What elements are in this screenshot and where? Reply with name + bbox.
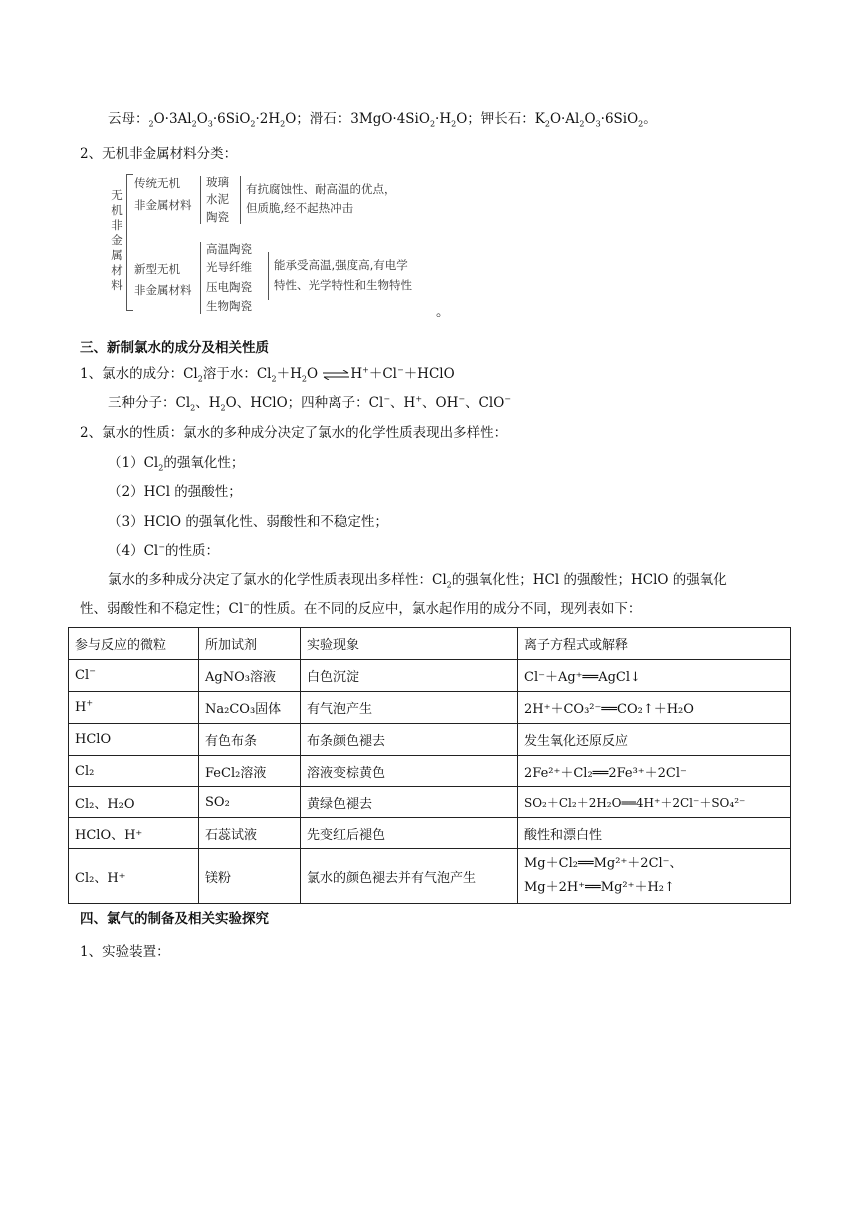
table-header-row [69, 628, 791, 660]
header-cell: 实验现象 [301, 628, 518, 660]
table-row: Cl− AgNO₃溶液 白色沉淀 Cl⁻＋Ag⁺══AgCl↓ [69, 660, 791, 692]
figure-end-mark: 。 [436, 304, 450, 320]
header-cell: 所加试剂 [199, 628, 301, 660]
traditional-desc: 有抗腐蚀性、耐高温的优点， [246, 182, 396, 196]
table-row: HClO 有色布条 布条颜色褪去 发生氧化还原反应 [69, 724, 791, 756]
traditional-item: 水泥 [206, 192, 229, 206]
classification-figure [108, 170, 444, 316]
new-item: 光导纤维 [206, 260, 252, 274]
new-item: 生物陶瓷 [206, 299, 252, 313]
traditional-item: 陶瓷 [206, 210, 229, 224]
new-brace [200, 242, 201, 314]
traditional-brace [200, 176, 201, 224]
s3-line2: 三种分子：$Cl_2$、$H_2O$、HClO；四种离子：Cl−、H+、OH−、ClO− [108, 394, 511, 413]
new-desc: 能承受高温,强度高,有电学 [274, 258, 408, 272]
new-desc: 特性、光学特性和生物特性 [274, 278, 412, 292]
root-brace-bottom [126, 310, 133, 311]
section3-title: 三、新制氯水的成分及相关性质 [80, 340, 269, 356]
root-brace-top [126, 174, 133, 175]
s4-line1: 1、实验装置： [80, 944, 170, 960]
section4-title: 四、氯气的制备及相关实验探究 [80, 911, 269, 927]
traditional-desc-brace [240, 176, 241, 224]
new-desc-brace [268, 252, 269, 300]
s3-paragraph-line2: 性、弱酸性和不稳定性；Cl−的性质。在不同的反应中，氯水起作用的成分不同，现列表如下： [80, 600, 642, 617]
s3-point3: （3）HClO 的强氧化性、弱酸性和不稳定性； [108, 514, 388, 530]
s3-line1: 1、氯水的成分：$Cl_2$溶于水：$Cl_2+H_2O$ H+＋Cl−＋HClO [80, 365, 455, 384]
s3-point4: （4）Cl−的性质： [108, 542, 219, 559]
header-cell: 离子方程式或解释 [518, 628, 791, 660]
s3-point1: $(1)Cl_2$的强氧化性； [108, 455, 245, 473]
new-item: 压电陶瓷 [206, 280, 252, 294]
traditional-label-2: 非金属材料 [134, 198, 192, 212]
root-brace [126, 174, 127, 310]
traditional-desc: 但质脆,经不起热冲击 [246, 201, 354, 215]
item2-heading: 2、无机非金属材料分类： [80, 146, 238, 162]
chlorine-water-table [68, 627, 791, 904]
table-row: Cl₂、H⁺ 镁粉 氯水的颜色褪去并有气泡产生 Mg＋Cl₂══Mg²⁺＋2Cl⁻、 Mg＋2H⁺══Mg²⁺＋H₂↑ [69, 849, 791, 904]
s3-line3: 2、氯水的性质：氯水的多种成分决定了氯水的化学性质表现出多样性： [80, 425, 508, 441]
table-row: H+ Na₂CO₃固体 有气泡产生 2H⁺＋CO₃²⁻══CO₂↑＋H₂O [69, 692, 791, 724]
new-label-1: 新型无机 [134, 262, 180, 276]
root-label: 无 机 非 金 属 材 料 [111, 188, 123, 292]
traditional-item: 玻璃 [206, 175, 229, 189]
table-row: Cl₂ FeCl₂溶液 溶液变棕黄色 2Fe²⁺＋Cl₂══2Fe³⁺＋2Cl⁻ [69, 756, 791, 787]
traditional-label-1: 传统无机 [134, 176, 180, 190]
new-label-2: 非金属材料 [134, 283, 192, 297]
header-cell: 参与反应的微粒 [69, 628, 199, 660]
minerals-line: 云母：$_2O\cdot 3Al_2O_3\cdot 6SiO_2\cdot 2H_2O$；滑石：$3MgO\cdot 4SiO_2\cdot H_2O$；钾长石：$K_2O\cdot Al_2O_3\cdot 6SiO_2$。 [108, 111, 657, 129]
table-row: Cl₂、H₂O SO₂ 黄绿色褪去 SO₂＋Cl₂＋2H₂O══4H⁺＋2Cl⁻＋SO₄²⁻ [69, 787, 791, 818]
s3-paragraph-line1: 氯水的多种成分决定了氯水的化学性质表现出多样性：$Cl_2$的强氧化性；HCl 的强酸性；HClO 的强氧化 [108, 572, 727, 590]
s3-point2: （2）HCl 的强酸性； [108, 484, 242, 500]
table-row: HClO、H⁺ 石蕊试液 先变红后褪色 酸性和漂白性 [69, 818, 791, 849]
new-item: 高温陶瓷 [206, 242, 252, 256]
reversible-arrow-icon [322, 370, 350, 380]
